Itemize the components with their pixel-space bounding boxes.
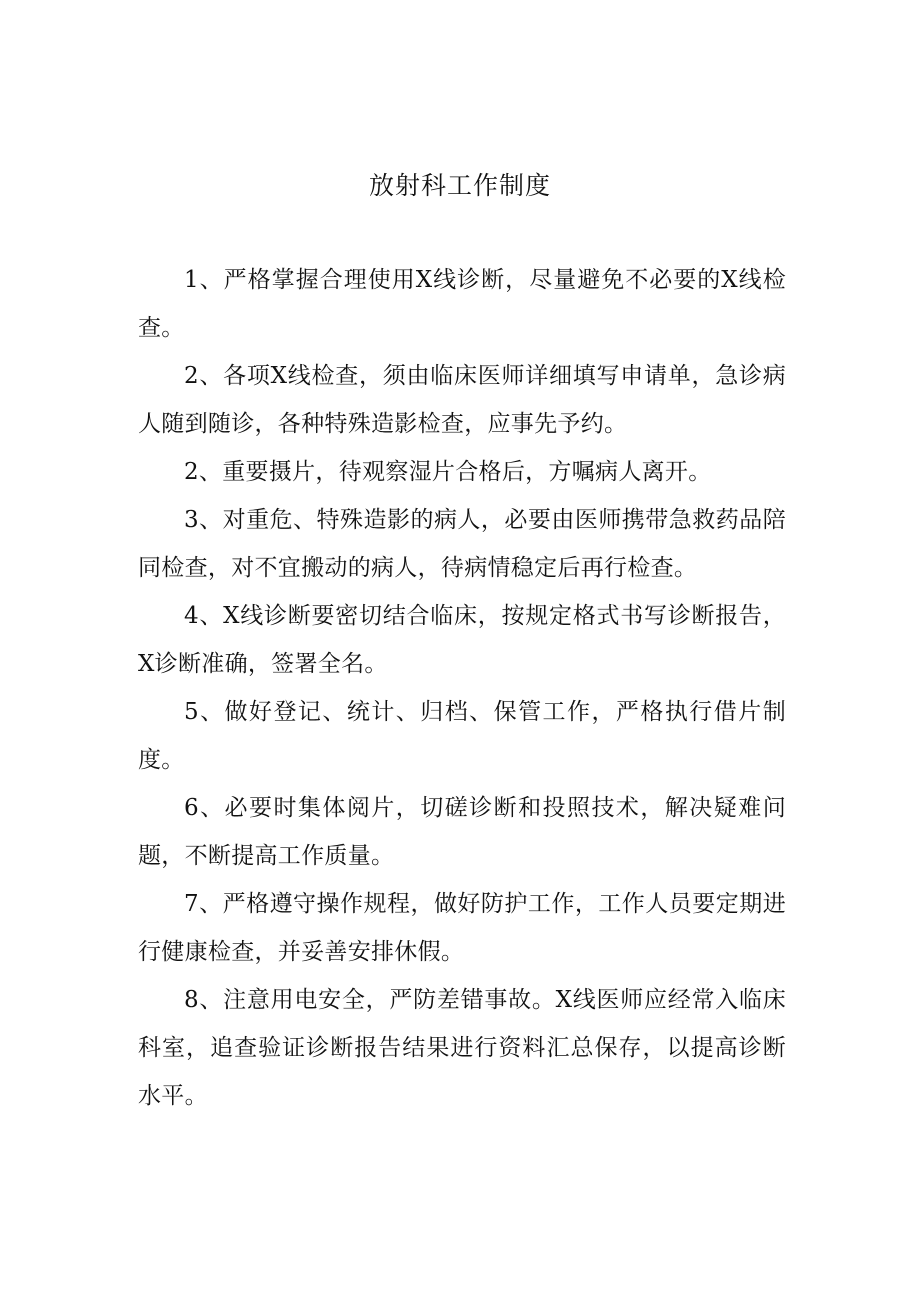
document-body: [138, 256, 786, 1120]
paragraph-6: 5、做好登记、统计、归档、保管工作，严格执行借片制度。: [138, 699, 786, 773]
paragraph-9: 8、注意用电安全，严防差错事故。X线医师应经常入临床科室，追查验证诊断报告结果进行资料汇总保存，以提高诊断水平。: [138, 987, 786, 1109]
page-title: 放射科工作制度: [368, 171, 551, 200]
paragraph-8: 7、严格遵守操作规程，做好防护工作，工作人员要定期进行健康检查，并妥善安排休假。: [138, 891, 786, 965]
paragraph-5: 4、X线诊断要密切结合临床，按规定格式书写诊断报告，X诊断准确，签署全名。: [138, 603, 786, 677]
paragraph-1: 1、严格掌握合理使用X线诊断，尽量避免不必要的X线检查。: [138, 267, 786, 341]
paragraph-2: 2、各项X线检查，须由临床医师详细填写申请单，急诊病人随到随诊，各种特殊造影检查，应事先予约。: [138, 363, 786, 437]
paragraph-3: 2、重要摄片，待观察湿片合格后，方嘱病人离开。: [184, 459, 712, 485]
paragraph-7: 6、必要时集体阅片，切磋诊断和投照技术，解决疑难问题，不断提高工作质量。: [138, 795, 786, 869]
paragraph-4: 3、对重危、特殊造影的病人，必要由医师携带急救药品陪同检查，对不宜搬动的病人，待病情稳定后再行检查。: [138, 507, 786, 581]
